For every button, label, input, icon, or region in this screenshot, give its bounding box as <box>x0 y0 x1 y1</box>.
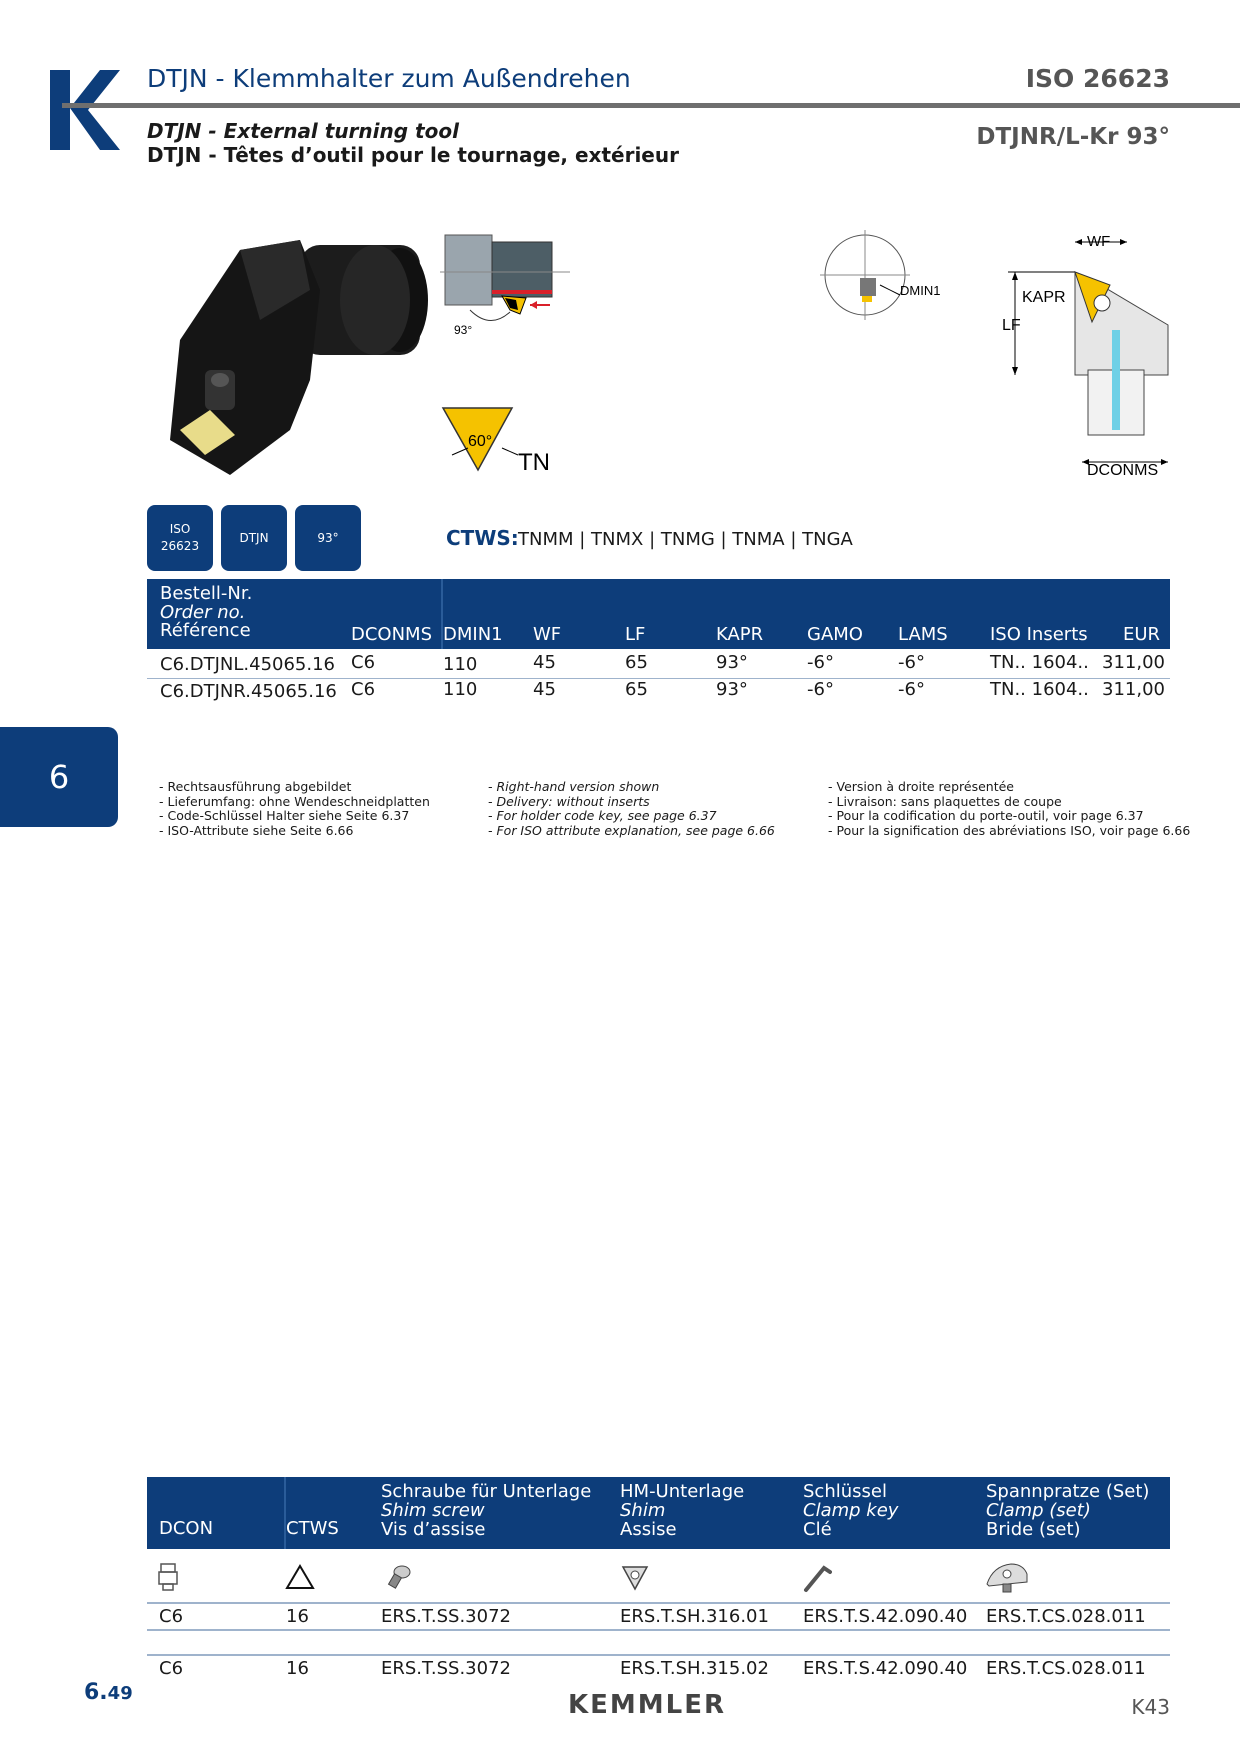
cell-lams: -6° <box>898 679 925 700</box>
header-rule <box>62 103 1240 108</box>
notes-german: - Rechtsausführung abgebildet - Lieferumfang: ohne Wendeschneidplatten - Code-Schlüssel Halter siehe Seite 6.37 - ISO-Attribute siehe Seite 6.66 <box>159 779 430 838</box>
cell-gamo: -6° <box>807 652 834 673</box>
cell-dmin1: 110 <box>443 679 478 700</box>
dimension-diagram <box>990 230 1180 480</box>
svg-text:TN: TN <box>518 449 550 475</box>
notes-french: - Version à droite représentée - Livraison: sans plaquettes de coupe - Pour la codification du porte-outil, voir page 6.37 - Pour la signification des abréviations ISO, voir page 6.66 <box>828 779 1191 838</box>
iso-badge: ISO 26623 <box>147 505 213 571</box>
table-row <box>147 1658 1170 1682</box>
dtjn-badge: DTJN <box>221 505 287 571</box>
ctws-label: CTWS: <box>446 526 519 550</box>
page-title: DTJN - Klemmhalter zum Außendrehen <box>147 64 631 93</box>
cell-ctws: 16 <box>286 1658 309 1679</box>
cell-kapr: 93° <box>716 652 748 673</box>
hex-key-icon <box>802 1560 832 1594</box>
cell-gamo: -6° <box>807 679 834 700</box>
svg-text:60°: 60° <box>468 433 493 450</box>
col-eur: EUR <box>1123 624 1161 645</box>
main-table-header <box>147 579 1170 649</box>
cell-inserts: TN.. 1604.. <box>990 679 1089 700</box>
cell-dconms: C6 <box>351 652 376 673</box>
cell-shim-screw: ERS.T.SS.3072 <box>381 1606 511 1627</box>
col-lf: LF <box>625 624 646 645</box>
row-divider <box>147 1654 1170 1656</box>
cell-dcon: C6 <box>159 1658 184 1679</box>
table-row <box>147 1606 1170 1630</box>
cell-shim: ERS.T.SH.315.02 <box>620 1658 769 1679</box>
cell-lf: 65 <box>625 679 648 700</box>
cell-dconms: C6 <box>351 679 376 700</box>
svg-text:DMIN1: DMIN1 <box>900 283 941 298</box>
svg-text:KAPR: KAPR <box>1022 289 1066 306</box>
col-lams: LAMS <box>898 624 948 645</box>
kemmler-logo <box>50 70 120 150</box>
cell-wf: 45 <box>533 652 556 673</box>
header-order-en: Order no. <box>160 601 246 623</box>
brand-logo: KEMMLER <box>568 1690 727 1720</box>
notes-english: - Right-hand version shown - Delivery: without inserts - For holder code key, see page 6.37 - For ISO attribute explanation, see page 6.66 <box>488 779 775 838</box>
chapter-tab[interactable]: 6 <box>0 727 118 827</box>
page-title-french: DTJN - Têtes d’outil pour le tournage, extérieur <box>147 143 679 167</box>
svg-text:WF: WF <box>1087 233 1111 250</box>
header-order-de: Bestell-Nr. <box>160 583 253 604</box>
page-title-english: DTJN - External turning tool <box>147 119 459 143</box>
holder-icon <box>157 1562 183 1592</box>
dmin1-diagram <box>820 230 960 325</box>
triangle-insert-icon <box>285 1563 315 1591</box>
shim-icon <box>620 1562 650 1592</box>
col-iso-inserts: ISO Inserts <box>990 624 1088 645</box>
screw-icon <box>385 1563 413 1591</box>
col-gamo: GAMO <box>807 624 863 645</box>
cell-price: 311,00 <box>1102 652 1165 673</box>
row-divider <box>147 1602 1170 1604</box>
cell-lf: 65 <box>625 652 648 673</box>
cell-shim-screw: ERS.T.SS.3072 <box>381 1658 511 1679</box>
side-view-diagram <box>440 230 580 340</box>
svg-text:DCONMS: DCONMS <box>1087 462 1159 479</box>
col-shim: HM-Unterlage Shim Assise <box>620 1481 745 1540</box>
col-ctws: CTWS <box>286 1518 339 1539</box>
col-clamp-key: Schlüssel Clamp key Clé <box>803 1481 899 1540</box>
cell-clamp-set: ERS.T.CS.028.011 <box>986 1606 1146 1627</box>
angle-badge: 93° <box>295 505 361 571</box>
cell-clamp-set: ERS.T.CS.028.011 <box>986 1658 1146 1679</box>
cell-lams: -6° <box>898 652 925 673</box>
ctws-values: TNMM | TNMX | TNMG | TNMA | TNGA <box>518 529 853 550</box>
iso-standard-code: ISO 26623 <box>1025 64 1170 93</box>
cell-price: 311,00 <box>1102 679 1165 700</box>
col-shim-screw: Schraube für Unterlage Shim screw Vis d’assise <box>381 1481 592 1540</box>
clamp-icon <box>983 1558 1031 1594</box>
col-dcon: DCON <box>159 1518 214 1539</box>
order-number: C6.DTJNR.45065.16 <box>160 681 337 702</box>
order-number: C6.DTJNL.45065.16 <box>160 654 336 675</box>
cell-dmin1: 110 <box>443 654 478 675</box>
cell-shim: ERS.T.SH.316.01 <box>620 1606 769 1627</box>
row-divider <box>147 1629 1170 1631</box>
catalog-code: K43 <box>1131 1695 1170 1719</box>
page-number: 6.49 <box>84 1680 133 1705</box>
cell-inserts: TN.. 1604.. <box>990 652 1089 673</box>
col-wf: WF <box>533 624 562 645</box>
tool-holder-photo <box>160 230 440 480</box>
table-row <box>147 679 1170 705</box>
col-dconms: DCONMS <box>351 624 433 645</box>
table-row <box>147 652 1170 678</box>
cell-ctws: 16 <box>286 1606 309 1627</box>
tool-designation: DTJNR/L-Kr 93° <box>976 124 1170 150</box>
col-kapr: KAPR <box>716 624 764 645</box>
col-dmin1: DMIN1 <box>443 624 503 645</box>
parts-table-header <box>147 1477 1170 1549</box>
svg-text:LF: LF <box>1002 317 1021 334</box>
cell-dcon: C6 <box>159 1606 184 1627</box>
cell-wf: 45 <box>533 679 556 700</box>
cell-clamp-key: ERS.T.S.42.090.40 <box>803 1658 968 1679</box>
insert-shape-diagram <box>440 400 560 475</box>
col-clamp-set: Spannpratze (Set) Clamp (set) Bride (set) <box>986 1481 1150 1540</box>
cell-kapr: 93° <box>716 679 748 700</box>
cell-clamp-key: ERS.T.S.42.090.40 <box>803 1606 968 1627</box>
angle-label: 93° <box>454 323 473 337</box>
header-order-fr: Référence <box>160 620 251 641</box>
